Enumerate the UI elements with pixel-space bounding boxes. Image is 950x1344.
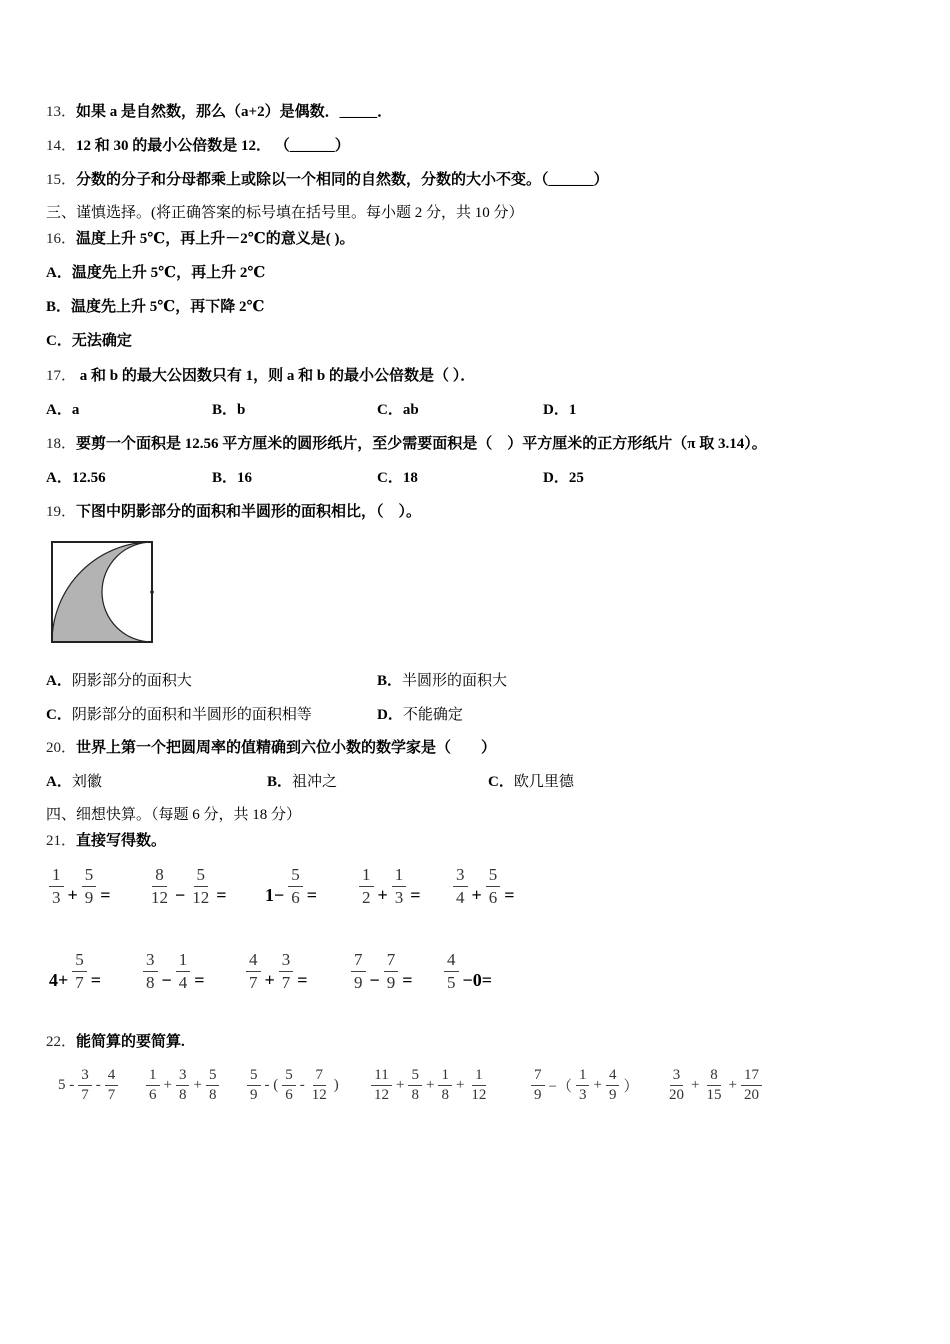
question-text: 12 和 30 的最小公倍数是 12． （______） — [76, 138, 350, 154]
fraction — [246, 949, 261, 994]
numerator: 7 — [351, 949, 366, 972]
option-text: a — [71, 402, 80, 418]
operator: 5 - — [58, 1077, 75, 1093]
numerator: 4 — [444, 949, 459, 972]
expression — [665, 1066, 763, 1105]
operator: − — [175, 885, 186, 905]
question-text: 下图中阴影部分的面积和半圆形的面积相比，（ ）。 — [76, 504, 422, 520]
shaded-region-figure — [50, 540, 156, 646]
expression — [48, 864, 114, 909]
option-19a — [46, 671, 192, 691]
denominator: 2 — [362, 888, 371, 907]
section-4-heading: 四、细想快算。（每题 6 分，共 18 分） — [46, 807, 302, 823]
operator: = — [306, 885, 318, 905]
fraction — [72, 949, 87, 994]
numerator: 5 — [194, 864, 209, 887]
question-text: 分数的分子和分母都乘上或除以一个相同的自然数，分数的大小不变。（______） — [76, 172, 609, 188]
expression — [245, 949, 311, 994]
denominator: 20 — [669, 1087, 684, 1103]
option-label: D． — [377, 707, 403, 723]
expression — [350, 949, 416, 994]
fraction — [741, 1066, 762, 1105]
operator: = — [402, 970, 413, 990]
denominator: 12 — [471, 1087, 487, 1103]
denominator: 3 — [578, 1087, 587, 1103]
denominator: 6 — [149, 1087, 157, 1103]
operator: + — [425, 1077, 435, 1093]
expression — [370, 1066, 490, 1105]
numerator: 4 — [606, 1066, 620, 1086]
denominator: 6 — [291, 888, 300, 907]
question-text: 能简算的要简算. — [76, 1034, 185, 1050]
denominator: 5 — [447, 973, 456, 992]
numerator: 3 — [670, 1066, 684, 1086]
fraction — [351, 949, 366, 994]
denominator: 3 — [52, 888, 61, 907]
denominator: 9 — [386, 973, 396, 992]
fraction — [666, 1066, 687, 1105]
denominator: 7 — [107, 1087, 116, 1103]
option-19d — [377, 705, 463, 725]
fraction — [78, 1066, 92, 1105]
operator: = — [297, 970, 308, 990]
option-text: 1 — [568, 402, 577, 418]
option-19b — [377, 671, 507, 691]
numerator: 7 — [384, 949, 399, 972]
option-18c — [377, 468, 418, 488]
option-16b — [46, 297, 264, 317]
option-19c — [46, 705, 312, 725]
option-label: A． — [46, 470, 72, 486]
question-number: 22． — [46, 1034, 77, 1050]
denominator: 4 — [456, 888, 465, 907]
option-20a — [46, 772, 102, 792]
denominator: 12 — [151, 888, 168, 907]
option-label: C． — [46, 707, 72, 723]
option-text: 25 — [568, 470, 584, 486]
numerator: 1 — [176, 949, 191, 972]
fraction — [176, 1066, 190, 1105]
numerator: 5 — [72, 949, 87, 972]
operator: + — [163, 1077, 172, 1093]
numerator: 1 — [392, 864, 407, 887]
expression — [46, 949, 104, 994]
operator: = — [194, 970, 205, 990]
question-number: 17． — [46, 368, 77, 384]
expression — [142, 949, 208, 994]
numerator: 5 — [82, 864, 97, 887]
question-22 — [46, 1032, 185, 1052]
fraction — [444, 949, 459, 994]
option-label: B． — [267, 774, 293, 790]
numerator: 5 — [486, 864, 501, 887]
denominator: 6 — [488, 888, 498, 907]
expression — [443, 949, 495, 994]
numerator: 11 — [371, 1066, 391, 1086]
numerator: 1 — [472, 1066, 486, 1086]
operator: 1− — [265, 885, 285, 905]
denominator: 9 — [84, 888, 94, 907]
option-label: B． — [212, 402, 238, 418]
fraction — [146, 1066, 160, 1105]
denominator: 8 — [441, 1087, 449, 1103]
operator: + — [396, 1077, 405, 1093]
option-label: A． — [46, 673, 72, 689]
option-18d — [543, 468, 584, 488]
operator: −（ — [548, 1079, 572, 1095]
denominator: 12 — [311, 1087, 327, 1103]
numerator: 8 — [707, 1066, 721, 1086]
fraction — [392, 864, 407, 909]
option-label: B． — [46, 299, 72, 315]
numerator: 7 — [531, 1066, 545, 1086]
question-number: 21． — [46, 833, 77, 849]
operator: = — [100, 885, 111, 905]
denominator: 7 — [81, 1087, 89, 1103]
option-text: 温度先上升 5℃，再上升 2℃ — [71, 265, 266, 281]
fraction — [279, 949, 294, 994]
fraction — [703, 1066, 724, 1105]
numerator: 5 — [282, 1066, 296, 1086]
numerator: 5 — [408, 1066, 422, 1086]
denominator: 9 — [250, 1087, 258, 1103]
question-16 — [46, 229, 354, 249]
operator: + — [691, 1077, 700, 1093]
numerator: 7 — [313, 1066, 327, 1086]
question-number: 13． — [46, 104, 77, 120]
operator: - ( — [264, 1077, 279, 1093]
numerator: 3 — [176, 1066, 190, 1086]
denominator: 7 — [249, 973, 258, 992]
question-text: 如果 a 是自然数，那么（a+2）是偶数．_____． — [76, 104, 393, 120]
numerator: 5 — [288, 864, 303, 887]
fraction — [359, 864, 374, 909]
operator: = — [504, 885, 515, 905]
option-label: A． — [46, 774, 72, 790]
fraction — [282, 1066, 296, 1105]
operator: + — [471, 885, 482, 905]
denominator: 12 — [374, 1087, 389, 1103]
question-18 — [46, 434, 767, 454]
option-label: A． — [46, 265, 72, 281]
denominator: 7 — [281, 973, 291, 992]
option-20c — [488, 772, 574, 792]
option-text: 无法确定 — [71, 333, 132, 349]
question-number: 16． — [46, 231, 77, 247]
fraction — [371, 1066, 392, 1105]
fraction — [408, 1066, 422, 1105]
denominator: 12 — [192, 888, 210, 907]
denominator: 9 — [534, 1087, 542, 1103]
operator: + — [264, 970, 275, 990]
operator: = — [216, 885, 227, 905]
question-number: 20． — [46, 740, 77, 756]
numerator: 3 — [279, 949, 294, 972]
denominator: 7 — [75, 973, 84, 992]
question-number: 15． — [46, 172, 77, 188]
operator: - — [95, 1077, 101, 1093]
option-text: 阴影部分的面积大 — [71, 673, 192, 689]
numerator: 1 — [438, 1066, 452, 1086]
option-18b — [212, 468, 252, 488]
expression — [530, 1066, 641, 1105]
operator: ) — [333, 1077, 339, 1093]
option-text: 12.56 — [71, 470, 106, 486]
question-17 — [46, 366, 475, 386]
operator: + — [728, 1077, 737, 1093]
numerator: 1 — [576, 1066, 590, 1086]
denominator: 15 — [706, 1087, 722, 1103]
option-text: 祖冲之 — [292, 774, 338, 790]
question-text: 要剪一个面积是 12.56 平方厘米的圆形纸片，至少需要面积是（ ）平方厘米的正方形纸片（π 取 3.14）。 — [76, 436, 767, 452]
expression — [262, 864, 320, 909]
operator: − — [369, 970, 380, 990]
operator: + — [377, 885, 388, 905]
question-text: 温度上升 5℃，再上升－2℃的意义是( )。 — [76, 231, 355, 247]
fraction — [82, 864, 97, 909]
expression — [452, 864, 518, 909]
numerator: 3 — [78, 1066, 92, 1086]
option-17d — [543, 400, 576, 420]
fraction — [247, 1066, 261, 1105]
option-label: C． — [377, 402, 403, 418]
fraction — [576, 1066, 590, 1105]
denominator: 4 — [178, 973, 188, 992]
denominator: 3 — [394, 888, 404, 907]
fraction — [143, 949, 158, 994]
shaded-region — [52, 542, 152, 642]
question-14 — [46, 136, 350, 156]
numerator: 5 — [247, 1066, 261, 1086]
option-label: B． — [377, 673, 403, 689]
operator: = — [90, 970, 102, 990]
option-text: 18 — [402, 470, 418, 486]
option-text: ab — [402, 402, 419, 418]
option-20b — [267, 772, 337, 792]
numerator: 8 — [152, 864, 167, 887]
denominator: 8 — [178, 1087, 187, 1103]
numerator: 3 — [453, 864, 468, 887]
option-text: 温度先上升 5℃，再下降 2℃ — [71, 299, 265, 315]
option-label: C． — [488, 774, 514, 790]
operator: + — [193, 1077, 202, 1093]
operator: - — [299, 1077, 305, 1093]
section-3-heading: 三、谨慎选择。(将正确答案的标号填在括号里。每小题 2 分，共 10 分） — [46, 205, 524, 221]
option-label: C． — [46, 333, 72, 349]
option-17b — [212, 400, 245, 420]
numerator: 1 — [49, 864, 64, 887]
option-18a — [46, 468, 106, 488]
denominator: 20 — [743, 1087, 759, 1103]
expression — [147, 864, 230, 909]
question-text: 直接写得数。 — [76, 833, 167, 849]
option-label: D． — [543, 470, 569, 486]
option-text: 刘徽 — [71, 774, 102, 790]
denominator: 9 — [608, 1087, 617, 1103]
fraction — [453, 864, 468, 909]
fraction — [309, 1066, 330, 1105]
semicircle-center-dot — [150, 590, 154, 594]
question-text: 世界上第一个把圆周率的值精确到六位小数的数学家是（ ） — [76, 740, 497, 756]
numerator: 4 — [246, 949, 261, 972]
fraction — [49, 864, 64, 909]
question-20 — [46, 738, 496, 758]
option-text: 欧几里德 — [513, 774, 574, 790]
question-21 — [46, 831, 166, 851]
fraction — [105, 1066, 119, 1105]
fraction — [384, 949, 399, 994]
option-text: 阴影部分的面积和半圆形的面积相等 — [71, 707, 312, 723]
expression — [358, 864, 424, 909]
fraction — [148, 864, 171, 909]
question-15 — [46, 170, 609, 190]
option-17c — [377, 400, 419, 420]
fraction — [288, 864, 303, 909]
fraction — [468, 1066, 489, 1105]
denominator: 6 — [285, 1087, 293, 1103]
operator: + — [455, 1077, 465, 1093]
option-16a — [46, 263, 265, 283]
numerator: 4 — [105, 1066, 119, 1086]
expression — [246, 1066, 342, 1105]
question-19 — [46, 502, 421, 522]
fraction — [176, 949, 191, 994]
numerator: 1 — [146, 1066, 160, 1086]
numerator: 3 — [143, 949, 158, 972]
option-text: 16 — [237, 470, 253, 486]
question-number: 19． — [46, 504, 77, 520]
operator: −0= — [462, 970, 493, 990]
fraction — [486, 864, 501, 909]
numerator: 5 — [206, 1066, 220, 1086]
operator: 4+ — [49, 970, 69, 990]
operator: + — [67, 885, 78, 905]
option-label: C． — [377, 470, 403, 486]
option-label: A． — [46, 402, 72, 418]
operator: − — [161, 970, 172, 990]
numerator: 17 — [741, 1066, 762, 1086]
denominator: 9 — [354, 973, 363, 992]
fraction — [189, 864, 212, 909]
question-number: 18． — [46, 436, 77, 452]
denominator: 8 — [208, 1087, 217, 1103]
option-text: b — [237, 402, 246, 418]
operator: ） — [623, 1079, 639, 1095]
expression — [55, 1066, 119, 1105]
question-13 — [46, 102, 392, 122]
denominator: 8 — [146, 973, 155, 992]
fraction — [606, 1066, 620, 1105]
expression — [145, 1066, 220, 1105]
operator: = — [410, 885, 421, 905]
question-text: a 和 b 的最大公因数只有 1，则 a 和 b 的最小公倍数是（ ）． — [76, 368, 476, 384]
fraction — [438, 1066, 452, 1105]
numerator: 1 — [359, 864, 374, 887]
option-17a — [46, 400, 79, 420]
option-text: 半圆形的面积大 — [402, 673, 508, 689]
denominator: 8 — [411, 1087, 419, 1103]
question-number: 14． — [46, 138, 77, 154]
fraction — [206, 1066, 220, 1105]
fraction — [531, 1066, 545, 1105]
option-label: B． — [212, 470, 238, 486]
option-label: D． — [543, 402, 569, 418]
option-text: 不能确定 — [402, 707, 463, 723]
operator: + — [593, 1077, 602, 1093]
option-16c — [46, 331, 132, 351]
